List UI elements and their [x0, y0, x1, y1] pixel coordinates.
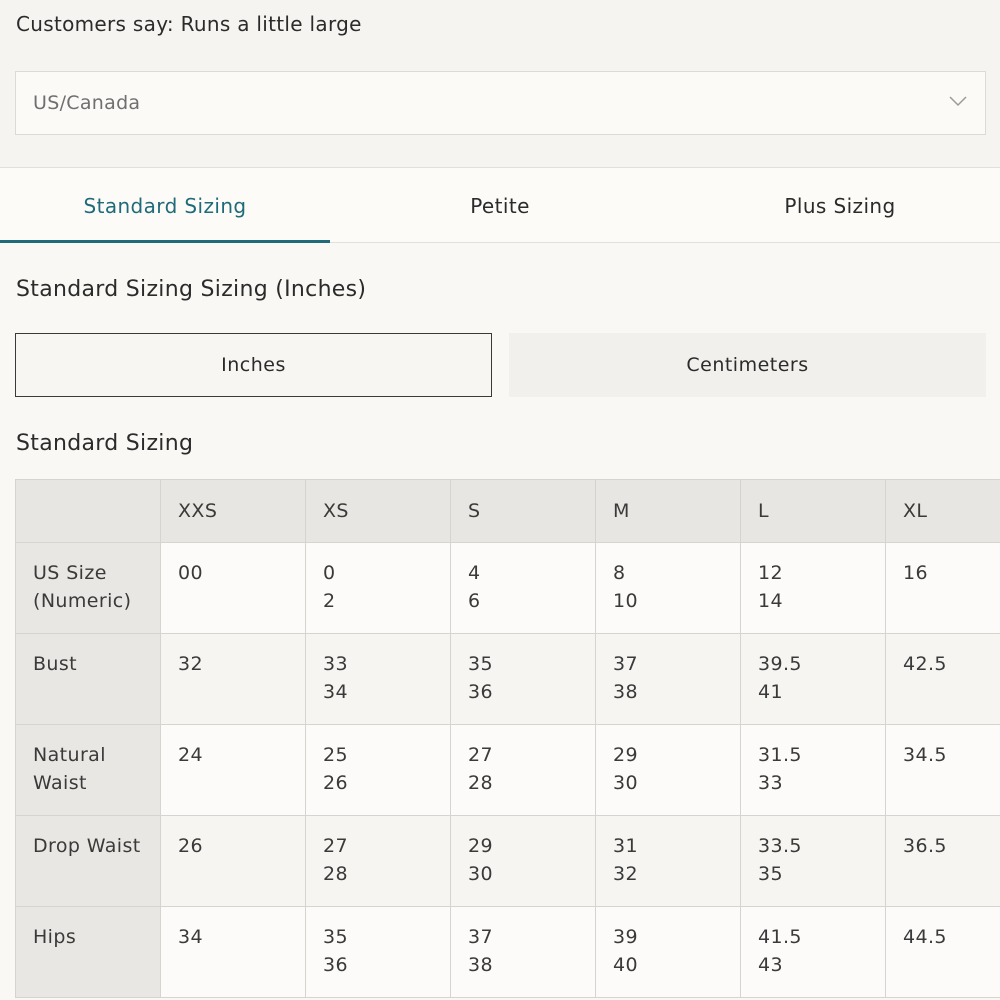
table-row: [16, 543, 1000, 634]
cell-value: 33.5: [758, 835, 802, 857]
cell-value: 12: [758, 562, 783, 584]
region-select[interactable]: [15, 71, 986, 135]
table-cell: [306, 816, 451, 907]
cell-value: 30: [468, 863, 493, 885]
cell-value: 38: [613, 681, 638, 703]
fit-note: Customers say: Runs a little large: [16, 12, 362, 36]
table-cell: [886, 907, 1000, 998]
header-cell-s: S: [451, 480, 596, 543]
cell-value: 36: [323, 954, 348, 976]
cell-value: 32: [178, 653, 203, 675]
tab-standard-sizing[interactable]: Standard Sizing: [83, 193, 247, 218]
cell-value: 34: [323, 681, 348, 703]
cell-value: 25: [323, 744, 348, 766]
row-label: Bust: [16, 634, 161, 725]
row-label: Hips: [16, 907, 161, 998]
table-row: [16, 634, 1000, 725]
active-tab-indicator: [0, 240, 330, 243]
cell-value: 44.5: [903, 926, 947, 948]
cell-value: 27: [468, 744, 493, 766]
table-row: [16, 816, 1000, 907]
table-cell: [886, 543, 1000, 634]
top-panel: [0, 0, 1000, 168]
table-cell: [161, 816, 306, 907]
cell-value: 8: [613, 562, 626, 584]
table-cell: [886, 725, 1000, 816]
cell-value: 28: [323, 863, 348, 885]
table-row: [16, 725, 1000, 816]
header-cell-xl: XL: [886, 480, 1000, 543]
table-cell: [741, 543, 886, 634]
cell-value: 31.5: [758, 744, 802, 766]
table-cell: [741, 634, 886, 725]
inches-button[interactable]: Inches: [15, 333, 492, 397]
table-cell: [306, 725, 451, 816]
table-cell: [596, 725, 741, 816]
cell-value: 30: [613, 772, 638, 794]
cell-value: 36: [468, 681, 493, 703]
cell-value: 32: [613, 863, 638, 885]
cell-value: 41.5: [758, 926, 802, 948]
table-cell: [886, 634, 1000, 725]
row-label: US Size (Numeric): [16, 543, 161, 634]
region-select-value: US/Canada: [33, 92, 141, 114]
table-cell: [596, 634, 741, 725]
tab-plus-sizing[interactable]: Plus Sizing: [784, 193, 896, 218]
cell-value: 2: [323, 590, 336, 612]
header-cell-xxs: XXS: [161, 480, 306, 543]
cell-value: 00: [178, 562, 203, 584]
cell-value: 6: [468, 590, 481, 612]
cell-value: 35: [323, 926, 348, 948]
cell-value: 26: [323, 772, 348, 794]
cell-value: 43: [758, 954, 783, 976]
table-row: [16, 907, 1000, 998]
table-cell: [741, 725, 886, 816]
section-title: Standard Sizing Sizing (Inches): [16, 277, 367, 302]
cell-value: 34: [178, 926, 203, 948]
table-cell: [161, 725, 306, 816]
cell-value: 38: [468, 954, 493, 976]
cell-value: 29: [613, 744, 638, 766]
size-chart-table: [15, 479, 1000, 998]
cell-value: 34.5: [903, 744, 947, 766]
table-cell: [161, 634, 306, 725]
tab-petite[interactable]: Petite: [470, 193, 530, 218]
cell-value: 33: [758, 772, 783, 794]
header-cell-empty: [16, 480, 161, 543]
cell-value: 24: [178, 744, 203, 766]
cell-value: 39: [613, 926, 638, 948]
table-cell: [596, 907, 741, 998]
table-cell: [306, 907, 451, 998]
header-cell-xs: XS: [306, 480, 451, 543]
cell-value: 35: [468, 653, 493, 675]
table-cell: [451, 725, 596, 816]
row-label: Natural Waist: [16, 725, 161, 816]
table-cell: [741, 907, 886, 998]
cell-value: 35: [758, 863, 783, 885]
cell-value: 16: [903, 562, 928, 584]
table-cell: [596, 543, 741, 634]
cell-value: 26: [178, 835, 203, 857]
cell-value: 28: [468, 772, 493, 794]
cell-value: 4: [468, 562, 481, 584]
table-cell: [886, 816, 1000, 907]
cell-value: 42.5: [903, 653, 947, 675]
centimeters-button[interactable]: Centimeters: [509, 333, 986, 397]
cell-value: 14: [758, 590, 783, 612]
table-cell: [451, 907, 596, 998]
cell-value: 27: [323, 835, 348, 857]
table-body: [16, 543, 1000, 998]
table-cell: [306, 543, 451, 634]
chevron-down-icon: [949, 94, 967, 108]
cell-value: 36.5: [903, 835, 947, 857]
table-cell: [451, 816, 596, 907]
header-cell-l: L: [741, 480, 886, 543]
table-header-row: [16, 480, 1000, 543]
cell-value: 37: [468, 926, 493, 948]
cell-value: 41: [758, 681, 783, 703]
cell-value: 0: [323, 562, 336, 584]
table-cell: [741, 816, 886, 907]
cell-value: 31: [613, 835, 638, 857]
table-cell: [596, 816, 741, 907]
cell-value: 33: [323, 653, 348, 675]
table-cell: [161, 907, 306, 998]
table-cell: [451, 543, 596, 634]
cell-value: 40: [613, 954, 638, 976]
cell-value: 10: [613, 590, 638, 612]
row-label: Drop Waist: [16, 816, 161, 907]
cell-value: 39.5: [758, 653, 802, 675]
cell-value: 29: [468, 835, 493, 857]
table-cell: [451, 634, 596, 725]
cell-value: 37: [613, 653, 638, 675]
table-title: Standard Sizing: [16, 431, 194, 456]
sizing-tabs: [0, 168, 1000, 243]
header-cell-m: M: [596, 480, 741, 543]
table-cell: [161, 543, 306, 634]
table-cell: [306, 634, 451, 725]
